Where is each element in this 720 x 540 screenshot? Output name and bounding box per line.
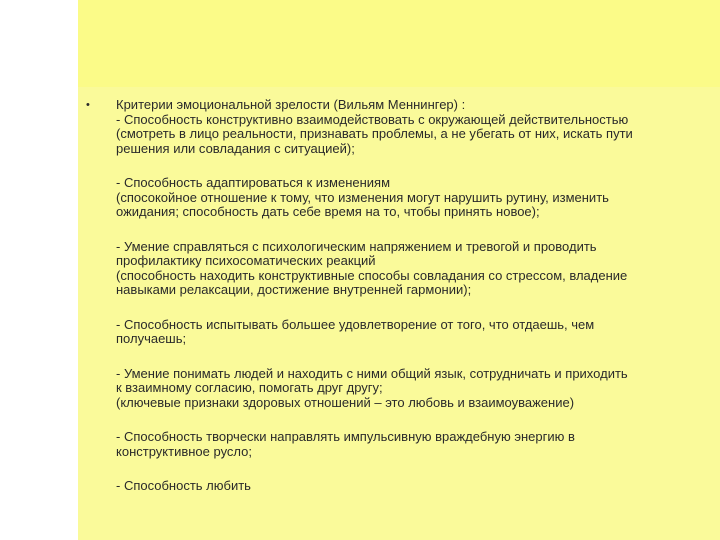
bullet-icon: •: [86, 99, 90, 111]
slide-title-area: [78, 0, 720, 87]
text-line: - Умение справляться с психологическим напряжением и тревогой и проводить: [116, 238, 597, 254]
text-line: конструктивное русло;: [116, 443, 252, 459]
text-line: (смотреть в лицо реальности, признавать проблемы, а не убегать от них, искать пути: [116, 126, 633, 141]
text-line: - Умение понимать людей и находить с ними общий язык, сотрудничать и приходить: [116, 365, 628, 381]
text-line: решения или совладания с ситуацией);: [116, 140, 355, 156]
text-block-stress: [116, 240, 716, 298]
text-line: ожидания; способность дать себе время на то, чтобы принять новое);: [116, 204, 540, 219]
text-line: навыками релаксации, достижение внутренней гармонии);: [116, 282, 472, 297]
text-line: профилактику психосоматических реакций: [116, 253, 376, 268]
text-block-love: [116, 479, 716, 494]
text-block-energy: [116, 430, 716, 459]
text-block-giving: [116, 318, 716, 347]
text-line: получаешь;: [116, 331, 187, 346]
slide-content: [86, 97, 716, 514]
text-block-criteria: [116, 98, 716, 156]
text-line: - Способность конструктивно взаимодействовать с окружающей действительностью: [116, 111, 629, 127]
text-line: к взаимному согласию, помогать друг другу;: [116, 380, 383, 395]
text-line: - Способность любить: [116, 478, 251, 493]
text-line: (способность находить конструктивные способы совладания со стрессом, владение: [116, 267, 628, 283]
text-line: (ключевые признаки здоровых отношений – это любовь и взаимоуважение): [116, 394, 575, 410]
text-block-relations: [116, 367, 716, 411]
text-line: - Способность адаптироваться к изменениям: [116, 175, 391, 190]
text-line: - Способность творчески направлять импульсивную враждебную энергию в: [116, 429, 575, 444]
text-line: - Способность испытывать большее удовлетворение от того, что отдаешь, чем: [116, 316, 595, 332]
text-line: Критерии эмоциональной зрелости (Вильям Меннингер) :: [116, 97, 466, 112]
text-line: (спосокойное отношение к тому, что изменения могут нарушить рутину, изменить: [116, 189, 609, 205]
text-block-adaptation: [116, 176, 716, 220]
